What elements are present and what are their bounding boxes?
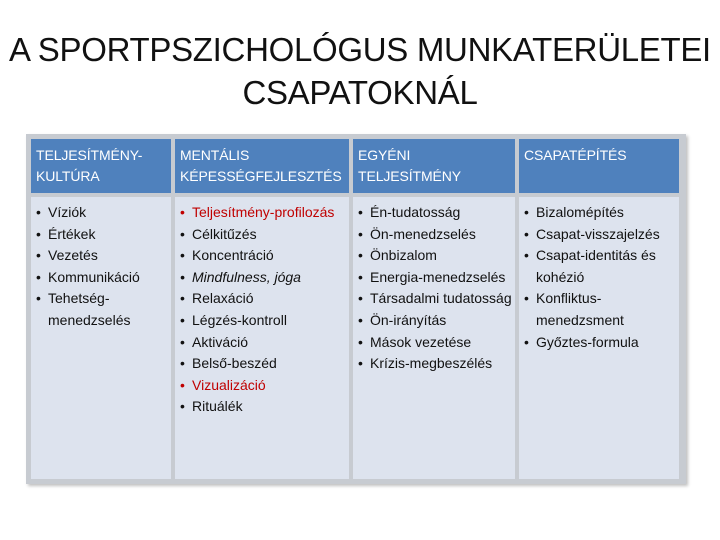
body-cell-team-building bbox=[519, 197, 679, 479]
header-label: MENTÁLIS KÉPESSÉGFEJLESZTÉS bbox=[180, 147, 342, 184]
list-item: • Győztes-formula bbox=[524, 332, 677, 354]
list-item: • Krízis-megbeszélés bbox=[358, 353, 513, 375]
list-item: • Teljesítmény-profilozás bbox=[180, 202, 347, 224]
slide-title bbox=[0, 28, 720, 114]
list-item: • Energia-menedzselés bbox=[358, 267, 513, 289]
list-item: • Ön-menedzselés bbox=[358, 224, 513, 246]
bullet-list bbox=[358, 202, 513, 375]
list-item: • Belső-beszéd bbox=[180, 353, 347, 375]
list-item: • Célkitűzés bbox=[180, 224, 347, 246]
list-item: • Légzés-kontroll bbox=[180, 310, 347, 332]
header-label: TELJESÍTMÉNY-KULTÚRA bbox=[36, 147, 143, 184]
header-label: CSAPATÉPÍTÉS bbox=[524, 147, 627, 163]
bullet-list bbox=[180, 202, 347, 418]
slide-title-line-2: CSAPATOKNÁL bbox=[242, 74, 478, 111]
body-cell-performance-culture bbox=[31, 197, 171, 479]
list-item: • Konfliktus-menedzsment bbox=[524, 288, 677, 331]
list-item: • Relaxáció bbox=[180, 288, 347, 310]
list-item: • Én-tudatosság bbox=[358, 202, 513, 224]
list-item: • Vezetés bbox=[36, 245, 169, 267]
header-cell-individual-performance bbox=[353, 139, 515, 193]
bullet-list bbox=[36, 202, 169, 332]
list-item: • Aktiváció bbox=[180, 332, 347, 354]
bullet-list bbox=[524, 202, 677, 353]
header-cell-performance-culture bbox=[31, 139, 171, 193]
body-cell-mental-skills bbox=[175, 197, 349, 479]
list-item: • Mindfulness, jóga bbox=[180, 267, 347, 289]
list-item: • Koncentráció bbox=[180, 245, 347, 267]
list-item: • Csapat-visszajelzés bbox=[524, 224, 677, 246]
list-item: • Önbizalom bbox=[358, 245, 513, 267]
list-item: • Kommunikáció bbox=[36, 267, 169, 289]
list-item: • Csapat-identitás és kohézió bbox=[524, 245, 677, 288]
list-item: • Rituálék bbox=[180, 396, 347, 418]
header-cell-mental-skills bbox=[175, 139, 349, 193]
header-label: EGYÉNI TELJESÍTMÉNY bbox=[358, 147, 462, 184]
work-areas-table bbox=[26, 134, 686, 484]
list-item: • Értékek bbox=[36, 224, 169, 246]
body-cell-individual-performance bbox=[353, 197, 515, 479]
list-item: • Társadalmi tudatosság bbox=[358, 288, 513, 310]
list-item: • Vizualizáció bbox=[180, 375, 347, 397]
list-item: • Tehetség-menedzselés bbox=[36, 288, 169, 331]
header-cell-team-building bbox=[519, 139, 679, 193]
list-item: • Mások vezetése bbox=[358, 332, 513, 354]
list-item: • Víziók bbox=[36, 202, 169, 224]
list-item: • Ön-irányítás bbox=[358, 310, 513, 332]
list-item: • Bizalomépítés bbox=[524, 202, 677, 224]
slide-title-line-1: A SPORTPSZICHOLÓGUS MUNKATERÜLETEI bbox=[9, 31, 711, 68]
